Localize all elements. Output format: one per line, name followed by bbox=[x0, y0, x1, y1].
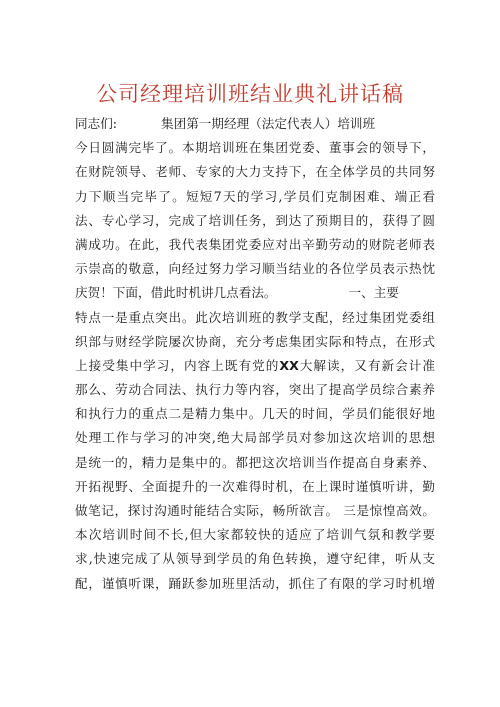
paragraph-line: 是统一的，精力是集中的。都把这次培训当作提高自身素养、 bbox=[75, 454, 435, 470]
paragraph-line: 在财院领导、老师、专家的大力支持下，在全体学员的共同努 bbox=[75, 164, 435, 180]
highlighted-token: XX bbox=[279, 357, 299, 373]
paragraph-line bbox=[75, 281, 435, 305]
paragraph-line: 那么、劳动合同法、执行力等内容，突出了提高学员综合素养 bbox=[75, 382, 435, 398]
paragraph-line: 开拓视野、全面提升的一次难得时机，在上课时谨慎听讲，勤 bbox=[75, 478, 435, 494]
paragraph-line: 上接受集中学习，内容上既有党的XX大解读，又有新会计准 bbox=[75, 357, 436, 373]
paragraph-line: 配，谨慎听课，踊跃参加班里活动，抓住了有限的学习时机增 bbox=[75, 575, 435, 591]
document-body bbox=[75, 112, 435, 596]
paragraph-line: 做笔记，探讨沟通时能结合实际，畅所欲言。 三是惊惶高效。 bbox=[75, 503, 435, 518]
document-title: 公司经理培训班结业典礼讲话稿 bbox=[96, 82, 404, 106]
paragraph-line: 织部与财经学院屡次协商，充分考虑集团实际和特点，在形式 bbox=[75, 333, 435, 349]
paragraph-line: 处理工作与学习的冲突,绝大局部学员对参加这次培训的思想 bbox=[75, 430, 435, 446]
salutation-line bbox=[75, 112, 435, 136]
paragraph-text: 庆贺！下面，借此时机讲几点看法。 bbox=[75, 285, 277, 301]
training-class-name: 集团第一期经理（法定代表人）培训班 bbox=[161, 116, 376, 131]
paragraph-line: 特点一是重点突出。此次培训班的教学支配，经过集团党委组 bbox=[75, 309, 435, 325]
paragraph-line: 求,快速完成了从领导到学员的角色转换，遵守纪律，听从支 bbox=[75, 551, 435, 567]
section-heading: 一、主要 bbox=[348, 285, 399, 301]
paragraph-line: 法、专心学习，完成了培训任务，到达了预期目的，获得了圆 bbox=[75, 212, 435, 228]
paragraph-line: 今日圆满完毕了。本期培训班在集团党委、董事会的领导下， bbox=[75, 140, 435, 156]
paragraph-line: 满成功。在此，我代表集团党委应对出辛勤劳动的财院老师表 bbox=[75, 236, 435, 252]
salutation: 同志们: bbox=[75, 116, 118, 131]
paragraph-line: 和执行力的重点二是精力集中。几天的时间，学员们能很好地 bbox=[75, 406, 435, 422]
paragraph-line: 力下顺当完毕了。短短7天的学习,学员们克制困难、端正看 bbox=[75, 188, 435, 204]
paragraph-line: 本次培训时间不长,但大家都较快的适应了培训气氛和教学要 bbox=[75, 527, 435, 543]
paragraph-line: 示崇高的敬意，向经过努力学习顺当结业的各位学员表示热忱 bbox=[75, 261, 435, 277]
